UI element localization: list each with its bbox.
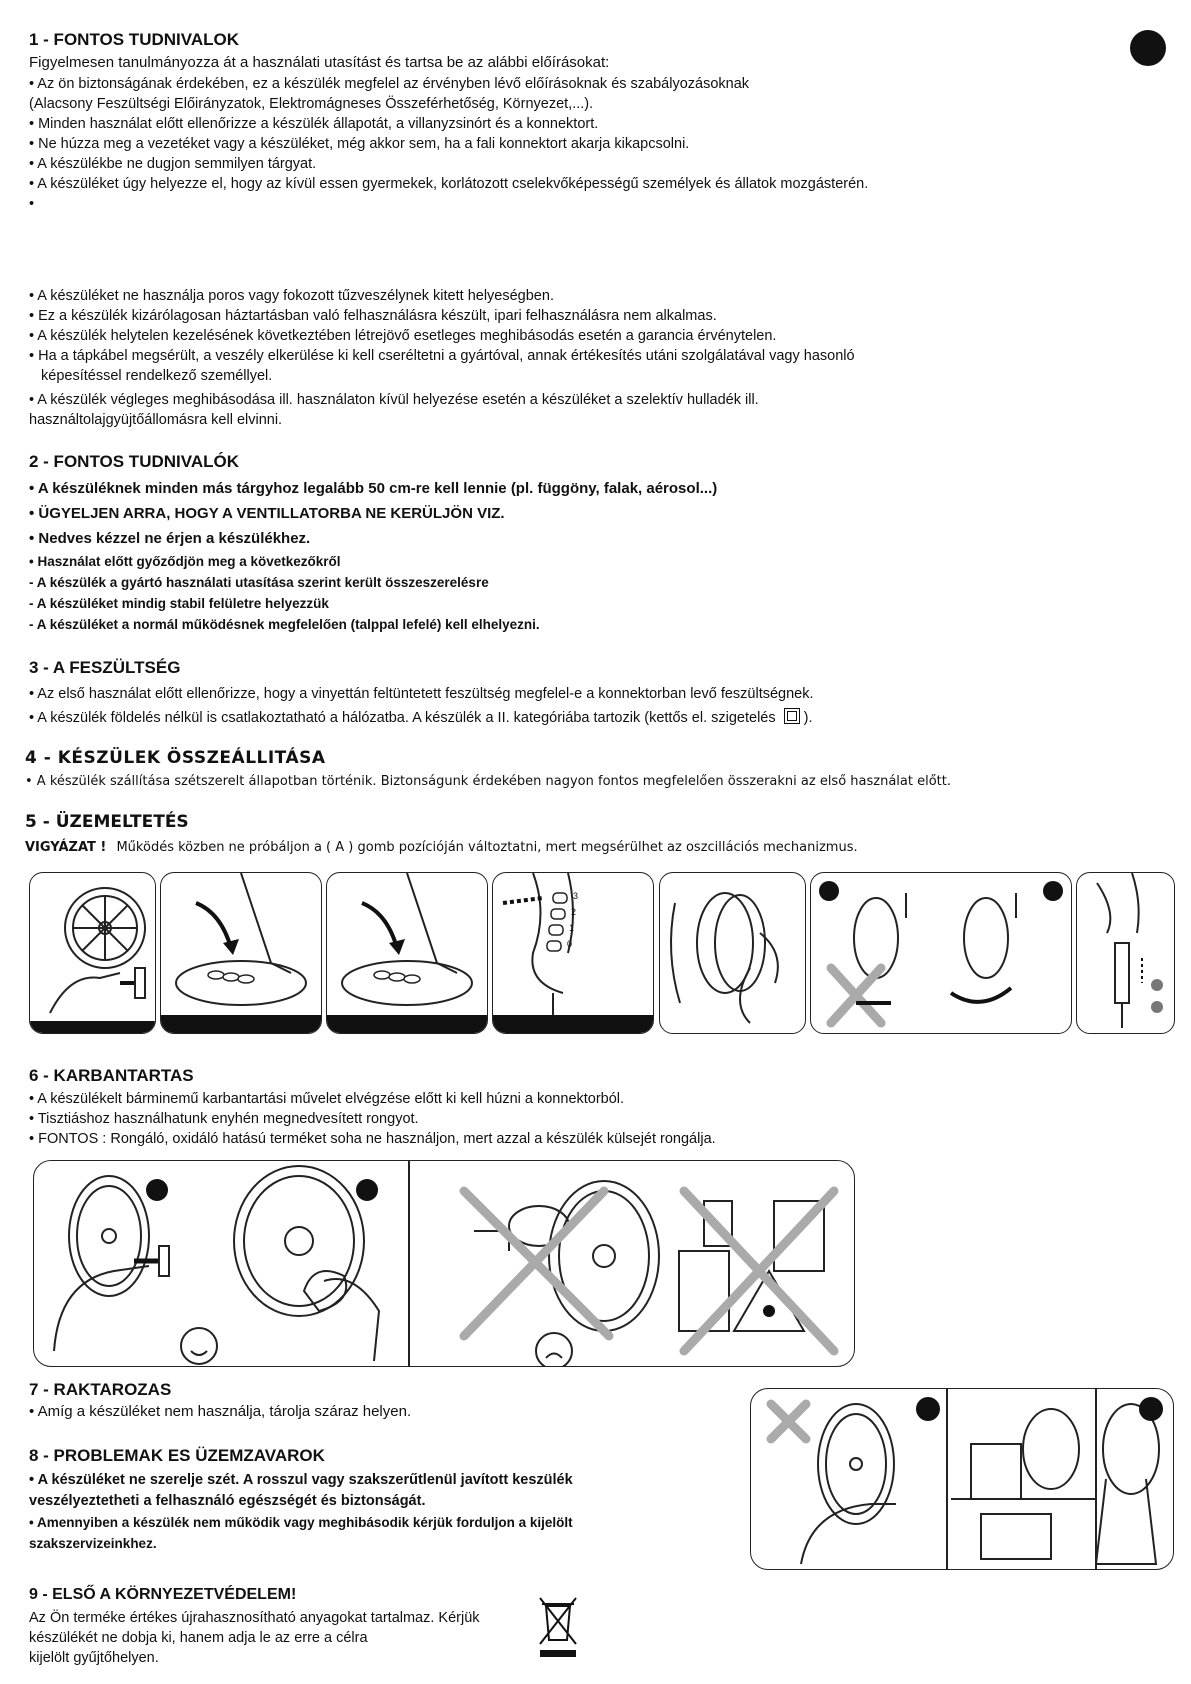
section-5-warning	[25, 838, 858, 858]
list-item: • Nedves kézzel ne érjen a készülékhez.	[29, 530, 311, 547]
section-6-list	[29, 1089, 716, 1149]
figure-tilt-head	[659, 872, 806, 1034]
section-2-title: 2 - FONTOS TUDNIVALÓK	[29, 452, 239, 471]
figure-speed-buttons	[492, 872, 654, 1034]
list-item: • A készüléket ne használja poros vagy fokozott tűzveszélynek kitett helyeségben.	[29, 288, 554, 304]
text-line: kijelölt gyűjtőhelyen.	[29, 1650, 159, 1666]
text-line: Az Ön terméke értékes újrahasznosítható anyagokat tartalmaz. Kérjük	[29, 1610, 480, 1626]
figure-storage	[750, 1388, 1174, 1570]
text-line: készülékét ne dobja ki, hanem adja le az erre a célra	[29, 1630, 368, 1646]
list-item-close: ).	[803, 710, 813, 726]
crossed-bin-icon	[538, 1596, 578, 1660]
section-1-list-2	[29, 286, 855, 430]
list-item: - A készüléket mindig stabil felületre helyezzük	[29, 596, 329, 611]
list-item: veszélyeztetheti a felhasználó egészségét és biztonságát.	[29, 1493, 426, 1509]
list-item: • Ha a tápkábel megsérült, a veszély elkerülése ki kell cseréltetni a gyártóval, annak értékesítés utáni szolgálatával vagy hasonló	[29, 348, 855, 364]
section-9-title: 9 - ELSŐ A KÖRNYEZETVÉDELEM!	[29, 1586, 297, 1603]
list-item: • A készüléket úgy helyezze el, hogy az kívül essen gyermekek, korlátozott cselekvőképességű személyek és állatok mozgásterén.	[29, 176, 869, 192]
list-item: • A készülék végleges meghibásodása ill. használaton kívül helyezése esetén a készüléket a szelektív hulladék ill.	[29, 392, 759, 408]
section-7-item: • Amíg a készüléket nem használja, tárolja száraz helyen.	[29, 1403, 412, 1420]
list-item: • Ne húzza meg a vezetéket vagy a készüléket, még akkor sem, ha a fali konnektort akarja kikapcsolni.	[29, 136, 690, 152]
figure-maintenance	[33, 1160, 855, 1367]
section-6-title: 6 - KARBANTARTAS	[29, 1066, 194, 1085]
figure-plug-in	[29, 872, 156, 1034]
button-label-2: 2	[571, 907, 577, 917]
section-9-text	[29, 1608, 480, 1668]
section-5-title: 5 - ÜZEMELTETÉS	[25, 812, 189, 832]
list-item: • A készülékbe ne dugjon semmilyen tárgyat.	[29, 156, 317, 172]
list-item: - A készülék a gyártó használati utasítása szerint került összeszerelésre	[29, 575, 489, 590]
corner-dot	[1130, 30, 1166, 66]
double-insulation-icon	[784, 708, 800, 724]
warning-label: VIGYÁZAT !	[25, 840, 107, 855]
figure-press-base	[160, 872, 322, 1034]
list-item: • Minden használat előtt ellenőrizze a készülék állapotát, a villanyzsinórt és a konnektort.	[29, 116, 599, 132]
list-item: • A készülék helytelen kezelésének következtében létrejövő esetleges meghibásodás esetén a garancia érvénytelen.	[29, 328, 777, 344]
list-item: szakszervizeinkhez.	[29, 1536, 157, 1551]
section-4-item: • A készülék szállítása szétszerelt állapotban történik. Biztonságunk érdekében nagyon fontos megfelelően összerakni az első használat előtt.	[25, 774, 951, 789]
list-item: • Az ön biztonságának érdekében, ez a készülék megfelel az érvényben lévő előírásoknak és szabályozásoknak	[29, 76, 750, 92]
list-item: • A készüléknek minden más tárgyhoz legalább 50 cm-re kell lennie (pl. függöny, falak, aérosol...)	[29, 480, 718, 497]
list-item: • ÜGYELJEN ARRA, HOGY A VENTILLATORBA NE KERÜLJÖN VIZ.	[29, 505, 505, 522]
list-item: • Tisztiáshoz használhatunk enyhén megnedvesített rongyot.	[29, 1111, 419, 1127]
list-item: •	[29, 196, 35, 212]
section-3-title: 3 - A FESZÜLTSÉG	[29, 658, 181, 677]
section-1-title: 1 - FONTOS TUDNIVALOK	[29, 30, 239, 49]
list-item: • FONTOS : Rongáló, oxidáló hatású terméket soha ne használjon, mert azzal a készülék külsejét rongálja.	[29, 1131, 716, 1147]
button-label-1: 1	[569, 923, 575, 933]
list-item: • Amennyiben a készülék nem működik vagy meghibásodik kérjük forduljon a kijelölt	[29, 1515, 573, 1530]
section-7-title: 7 - RAKTAROZAS	[29, 1380, 172, 1399]
section-3-list	[29, 682, 814, 730]
list-item: használtolajgyüjtőállomásra kell elvinni.	[29, 412, 283, 428]
list-item: • A készülékelt bárminemű karbantartási művelet elvégzése előtt ki kell húzni a konnektorból.	[29, 1091, 625, 1107]
section-8-title: 8 - PROBLEMAK ES ÜZEMZAVAROK	[29, 1446, 325, 1465]
list-item: • Használat előtt győződjön meg a következőkről	[29, 554, 341, 569]
section-4-title: 4 - KÉSZÜLEK ÖSSZEÁLLITÁSA	[25, 748, 326, 768]
list-item: (Alacsony Feszültségi Előirányzatok, Elektromágneses Összeférhetőség, Környezet,...).	[29, 96, 594, 112]
section-8-list	[29, 1470, 573, 1554]
list-item: képesítéssel rendelkező személlyel.	[41, 368, 273, 384]
list-item	[29, 706, 814, 730]
figure-oscillation	[810, 872, 1072, 1034]
button-label-3: 3	[573, 891, 579, 901]
list-item-text: • A készülék földelés nélkül is csatlakoztatható a hálózatba. A készülék a II. kategóriába tartozik (kettős el. szigetelés	[29, 710, 776, 726]
section-1-intro: Figyelmesen tanulmányozza át a használati utasítást és tartsa be az alábbi előírásokat:	[29, 54, 610, 71]
button-label-0: 0	[567, 939, 573, 949]
list-item: - A készüléket a normál működésnek megfelelően (talppal lefelé) kell elhelyezni.	[29, 617, 540, 632]
section-2-list	[29, 476, 717, 635]
list-item: • Ez a készülék kizárólagosan háztartásban való felhasználásra készült, ipari felhasználásra nem alkalmas.	[29, 308, 717, 324]
warning-text: Működés közben ne próbáljon a ( A ) gomb pozícióján változtatni, mert megsérülhet az oszcillációs mechanizmus.	[116, 840, 858, 855]
list-item: • A készüléket ne szerelje szét. A rosszul vagy szakszerűtlenül javított keszülék	[29, 1472, 573, 1488]
list-item: • Az első használat előtt ellenőrizze, hogy a vinyettán feltüntetett feszültség megfelel-e a konnektorban levő feszültségnek.	[29, 686, 814, 702]
figure-press-base-2	[326, 872, 488, 1034]
figure-height-adjust	[1076, 872, 1175, 1034]
section-1-list	[29, 74, 868, 214]
